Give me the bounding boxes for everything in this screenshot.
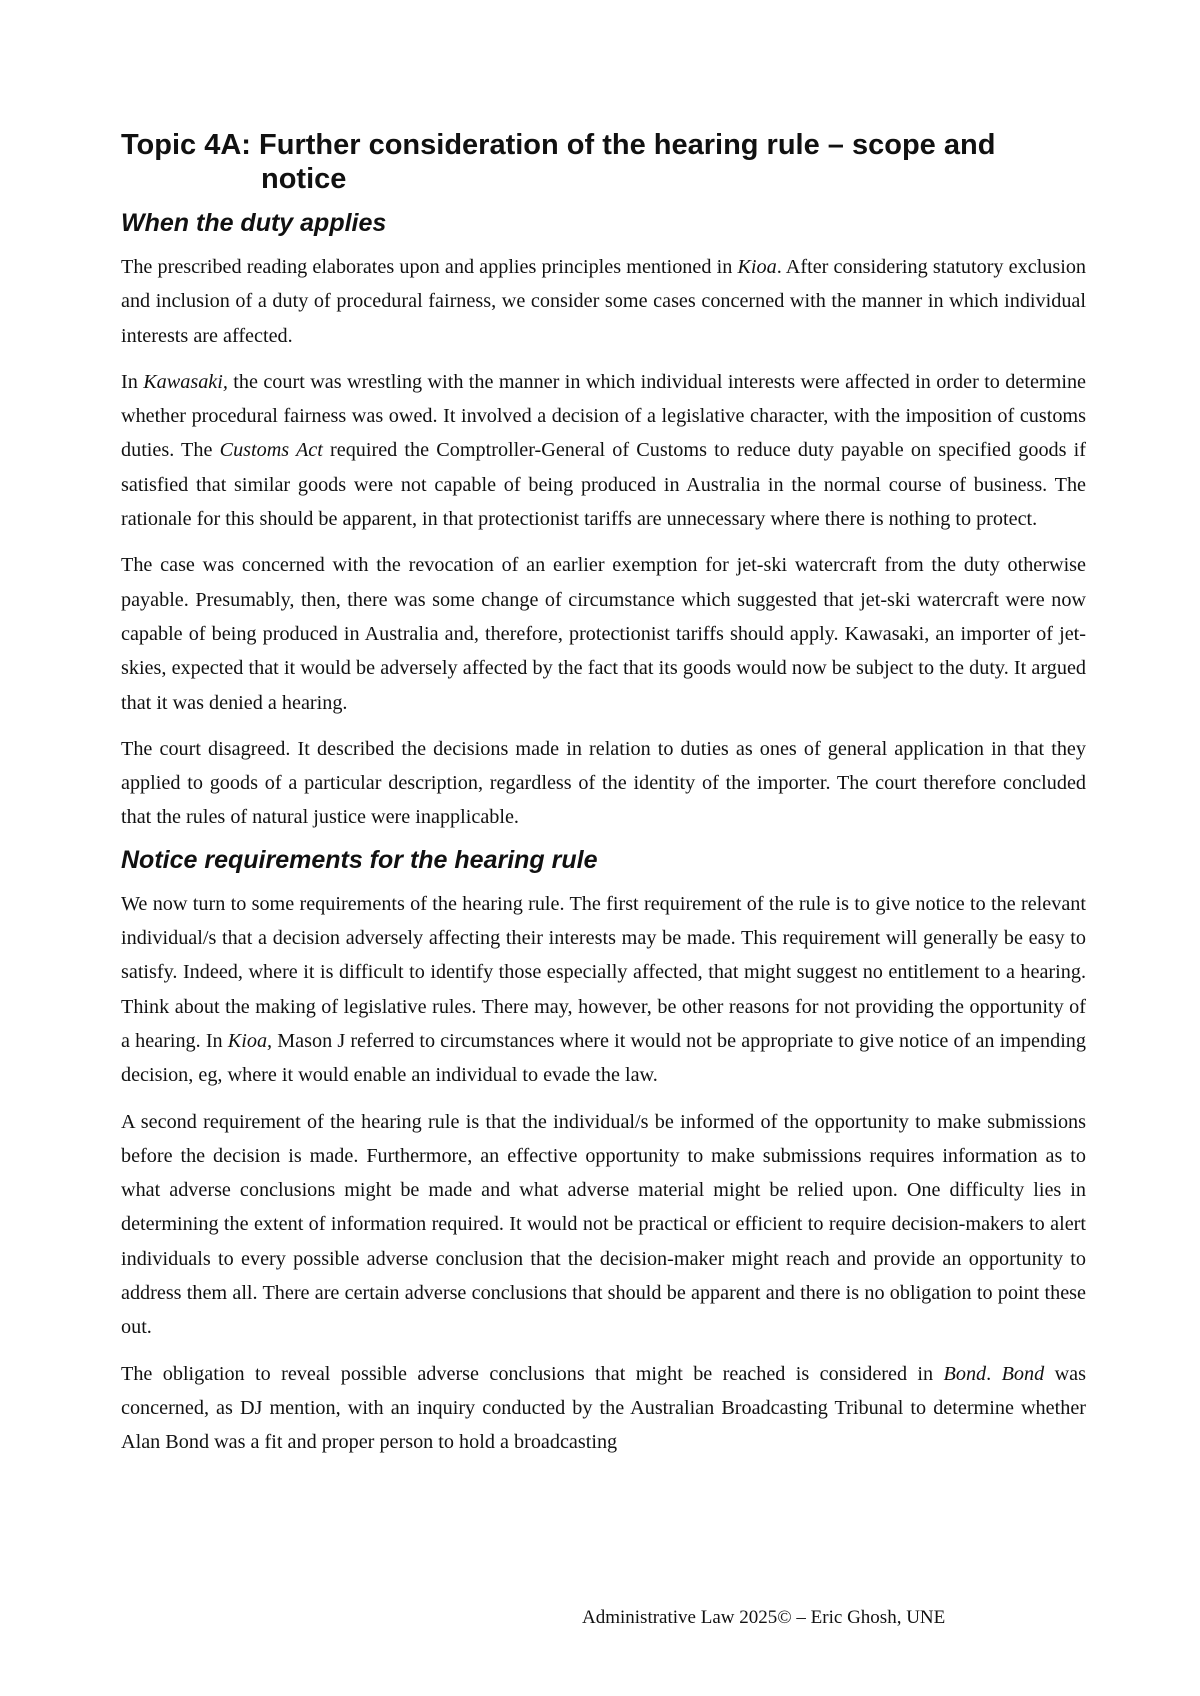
paragraph: In Kawasaki, the court was wrestling with the manner in which individual interests were affected in order to determine whether procedural fairness was owed. It involved a decision of a legislative character, with the imposition of customs duties. The Customs Act required the Comptroller-General of Customs to reduce duty payable on specified goods if satisfied that similar goods were not capable of being produced in Australia in the normal course of business. The rationale for this should be apparent, in that protectionist tariffs are unnecessary where there is nothing to protect.	[121, 370, 1087, 531]
section-notice-requirements	[121, 845, 1086, 1460]
paragraph: We now turn to some requirements of the hearing rule. The first requirement of the rule is to give notice to the relevant individual/s that a decision adversely affecting their interests may be made. This requirement will generally be easy to satisfy. Indeed, where it is difficult to identify those especially affected, that might suggest no entitlement to a hearing. Think about the making of legislative rules. There may, however, be other reasons for not providing the opportunity of a hearing. In Kioa, Mason J referred to circumstances where it would not be appropriate to give notice of an impending decision, eg, where it would enable an individual to evade the law.	[121, 892, 1086, 1087]
case-name-italic: Kioa	[737, 256, 777, 278]
paragraph: A second requirement of the hearing rule is that the individual/s be informed of the opportunity to make submissions before the decision is made. Furthermore, an effective opportunity to make submissions requires information as to what adverse conclusions might be made and what adverse material might be relied upon. One difficulty lies in determining the extent of information required. It would not be practical or efficient to require decision-makers to alert individuals to every possible adverse conclusion that the decision-maker might reach and provide an opportunity to address them all. There are certain adverse conclusions that should be apparent and there is no obligation to point these out.	[121, 1110, 1086, 1339]
paragraph: The obligation to reveal possible adverse conclusions that might be reached is considered in Bond. Bond was concerned, as DJ mention, with an inquiry conducted by the Australian Broadcasting Tribunal to determine whether Alan Bond was a fit and proper person to hold a broadcasting	[121, 1362, 1086, 1454]
paragraph: The prescribed reading elaborates upon and applies principles mentioned in Kioa. After considering statutory exclusion and inclusion of a duty of procedural fairness, we consider some cases concerned with the manner in which individual interests are affected.	[121, 256, 1087, 347]
document-page	[121, 128, 1086, 1472]
paragraph: The court disagreed. It described the decisions made in relation to duties as ones of general application in that they applied to goods of a particular description, regardless of the identity of the importer. The court therefore concluded that the rules of natural justice were inapplicable.	[121, 737, 1086, 829]
case-name-italic: Bond	[943, 1362, 987, 1385]
case-name-italic: Kioa,	[227, 1029, 273, 1052]
section-when-the-duty-applies	[121, 208, 1086, 835]
page-footer: Administrative Law 2025© – Eric Ghosh, UNE	[582, 1607, 946, 1628]
section-heading: When the duty applies	[121, 209, 387, 237]
page-title: Topic 4A: Further consideration of the hearing rule – scope and notice	[121, 129, 996, 195]
paragraph: The case was concerned with the revocation of an earlier exemption for jet-ski watercraft from the duty otherwise payable. Presumably, then, there was some change of circumstance which suggested that jet-ski watercraft were now capable of being produced in Australia and, therefore, protectionist tariffs should apply. Kawasaki, an importer of jet-skies, expected that it would be adversely affected by the fact that its goods would now be subject to the duty. It argued that it was denied a hearing.	[121, 554, 1086, 714]
case-name-italic: Bond	[1001, 1362, 1045, 1385]
section-heading: Notice requirements for the hearing rule	[121, 845, 598, 874]
case-name-italic: Customs Act	[219, 439, 323, 462]
case-name-italic: Kawasaki,	[143, 370, 228, 393]
